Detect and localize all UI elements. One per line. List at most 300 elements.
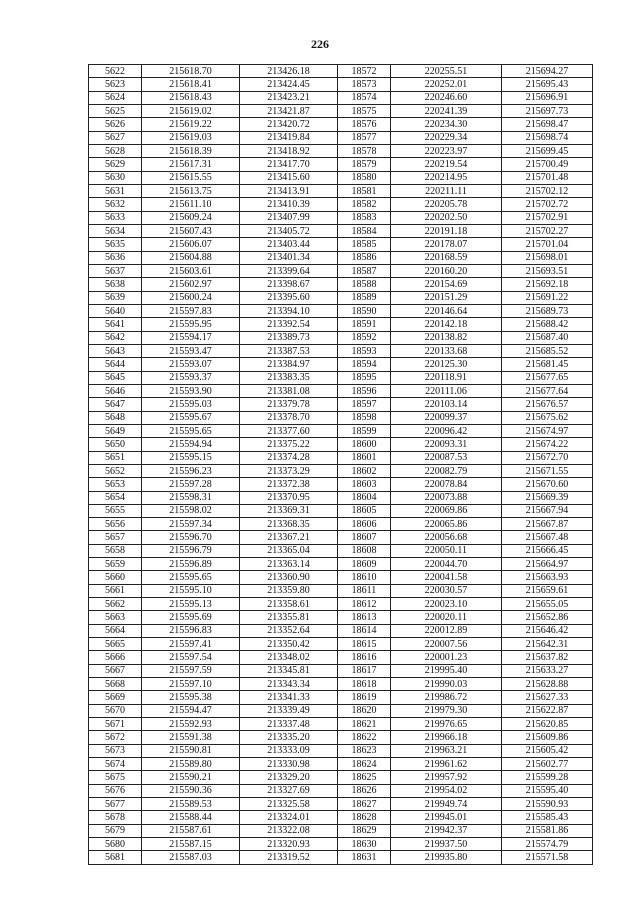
y-coordinate-left-cell: 213358.61 xyxy=(240,598,338,611)
point-number-left-cell: 5680 xyxy=(89,838,142,851)
point-number-right-cell: 18628 xyxy=(338,811,391,824)
y-coordinate-left-cell: 213365.04 xyxy=(240,544,338,557)
point-number-right-cell: 18591 xyxy=(338,318,391,331)
y-coordinate-left-cell: 213339.49 xyxy=(240,704,338,717)
x-coordinate-left-cell: 215587.61 xyxy=(142,824,240,837)
point-number-right-cell: 18626 xyxy=(338,784,391,797)
point-number-left-cell: 5681 xyxy=(89,851,142,864)
point-number-left-cell: 5669 xyxy=(89,691,142,704)
point-number-right-cell: 18575 xyxy=(338,104,391,117)
point-number-left-cell: 5657 xyxy=(89,531,142,544)
x-coordinate-right-cell: 219954.02 xyxy=(391,784,502,797)
table-row xyxy=(89,798,593,811)
y-coordinate-right-cell: 215599.28 xyxy=(502,771,593,784)
point-number-right-cell: 18613 xyxy=(338,611,391,624)
y-coordinate-right-cell: 215687.40 xyxy=(502,331,593,344)
y-coordinate-left-cell: 213410.39 xyxy=(240,198,338,211)
y-coordinate-right-cell: 215700.49 xyxy=(502,158,593,171)
y-coordinate-left-cell: 213384.97 xyxy=(240,358,338,371)
x-coordinate-right-cell: 220041.58 xyxy=(391,571,502,584)
point-number-left-cell: 5644 xyxy=(89,358,142,371)
x-coordinate-left-cell: 215618.43 xyxy=(142,91,240,104)
table-row xyxy=(89,504,593,517)
point-number-left-cell: 5625 xyxy=(89,104,142,117)
table-row xyxy=(89,451,593,464)
table-row xyxy=(89,838,593,851)
point-number-left-cell: 5661 xyxy=(89,584,142,597)
x-coordinate-left-cell: 215589.53 xyxy=(142,798,240,811)
point-number-right-cell: 18620 xyxy=(338,704,391,717)
point-number-right-cell: 18589 xyxy=(338,291,391,304)
point-number-right-cell: 18580 xyxy=(338,171,391,184)
x-coordinate-left-cell: 215593.37 xyxy=(142,371,240,384)
point-number-left-cell: 5660 xyxy=(89,571,142,584)
table-row xyxy=(89,478,593,491)
x-coordinate-left-cell: 215595.38 xyxy=(142,691,240,704)
y-coordinate-right-cell: 215674.22 xyxy=(502,438,593,451)
point-number-right-cell: 18630 xyxy=(338,838,391,851)
point-number-left-cell: 5674 xyxy=(89,758,142,771)
x-coordinate-left-cell: 215611.10 xyxy=(142,198,240,211)
y-coordinate-left-cell: 213423.21 xyxy=(240,91,338,104)
y-coordinate-right-cell: 215667.87 xyxy=(502,518,593,531)
table-row xyxy=(89,144,593,157)
x-coordinate-right-cell: 219937.50 xyxy=(391,838,502,851)
y-coordinate-left-cell: 213327.69 xyxy=(240,784,338,797)
point-number-right-cell: 18583 xyxy=(338,211,391,224)
point-number-right-cell: 18605 xyxy=(338,504,391,517)
table-row xyxy=(89,371,593,384)
y-coordinate-left-cell: 213324.01 xyxy=(240,811,338,824)
point-number-right-cell: 18621 xyxy=(338,718,391,731)
x-coordinate-left-cell: 215607.43 xyxy=(142,224,240,237)
x-coordinate-left-cell: 215594.17 xyxy=(142,331,240,344)
x-coordinate-left-cell: 215595.67 xyxy=(142,411,240,424)
x-coordinate-right-cell: 220154.69 xyxy=(391,278,502,291)
y-coordinate-right-cell: 215691.22 xyxy=(502,291,593,304)
x-coordinate-right-cell: 220202.50 xyxy=(391,211,502,224)
point-number-left-cell: 5670 xyxy=(89,704,142,717)
y-coordinate-left-cell: 213322.08 xyxy=(240,824,338,837)
x-coordinate-left-cell: 215595.69 xyxy=(142,611,240,624)
y-coordinate-left-cell: 213370.95 xyxy=(240,491,338,504)
x-coordinate-left-cell: 215596.23 xyxy=(142,464,240,477)
y-coordinate-right-cell: 215685.52 xyxy=(502,344,593,357)
y-coordinate-left-cell: 213375.22 xyxy=(240,438,338,451)
point-number-right-cell: 18617 xyxy=(338,664,391,677)
y-coordinate-right-cell: 215701.04 xyxy=(502,238,593,251)
y-coordinate-right-cell: 215595.40 xyxy=(502,784,593,797)
y-coordinate-left-cell: 213405.72 xyxy=(240,224,338,237)
point-number-right-cell: 18576 xyxy=(338,118,391,131)
point-number-right-cell: 18631 xyxy=(338,851,391,864)
y-coordinate-left-cell: 213352.64 xyxy=(240,624,338,637)
point-number-left-cell: 5634 xyxy=(89,224,142,237)
y-coordinate-left-cell: 213355.81 xyxy=(240,611,338,624)
y-coordinate-left-cell: 213403.44 xyxy=(240,238,338,251)
point-number-right-cell: 18577 xyxy=(338,131,391,144)
y-coordinate-left-cell: 213401.34 xyxy=(240,251,338,264)
y-coordinate-left-cell: 213420.72 xyxy=(240,118,338,131)
x-coordinate-right-cell: 220252.01 xyxy=(391,78,502,91)
x-coordinate-right-cell: 220133.68 xyxy=(391,344,502,357)
point-number-right-cell: 18579 xyxy=(338,158,391,171)
point-number-left-cell: 5667 xyxy=(89,664,142,677)
y-coordinate-right-cell: 215695.43 xyxy=(502,78,593,91)
x-coordinate-right-cell: 220241.39 xyxy=(391,104,502,117)
y-coordinate-left-cell: 213345.81 xyxy=(240,664,338,677)
y-coordinate-left-cell: 213337.48 xyxy=(240,718,338,731)
table-row xyxy=(89,784,593,797)
x-coordinate-left-cell: 215596.79 xyxy=(142,544,240,557)
y-coordinate-left-cell: 213417.70 xyxy=(240,158,338,171)
y-coordinate-right-cell: 215667.94 xyxy=(502,504,593,517)
y-coordinate-right-cell: 215620.85 xyxy=(502,718,593,731)
y-coordinate-right-cell: 215677.65 xyxy=(502,371,593,384)
x-coordinate-right-cell: 220082.79 xyxy=(391,464,502,477)
point-number-left-cell: 5635 xyxy=(89,238,142,251)
point-number-left-cell: 5627 xyxy=(89,131,142,144)
y-coordinate-left-cell: 213341.33 xyxy=(240,691,338,704)
point-number-left-cell: 5679 xyxy=(89,824,142,837)
y-coordinate-left-cell: 213421.87 xyxy=(240,104,338,117)
y-coordinate-right-cell: 215585.43 xyxy=(502,811,593,824)
y-coordinate-left-cell: 213392.54 xyxy=(240,318,338,331)
point-number-right-cell: 18573 xyxy=(338,78,391,91)
x-coordinate-left-cell: 215618.70 xyxy=(142,65,240,78)
point-number-left-cell: 5676 xyxy=(89,784,142,797)
x-coordinate-left-cell: 215594.94 xyxy=(142,438,240,451)
table-row xyxy=(89,158,593,171)
x-coordinate-right-cell: 219957.92 xyxy=(391,771,502,784)
x-coordinate-left-cell: 215600.24 xyxy=(142,291,240,304)
y-coordinate-left-cell: 213369.31 xyxy=(240,504,338,517)
x-coordinate-right-cell: 220023.10 xyxy=(391,598,502,611)
table-row xyxy=(89,558,593,571)
y-coordinate-right-cell: 215609.86 xyxy=(502,731,593,744)
table-row xyxy=(89,584,593,597)
point-number-right-cell: 18627 xyxy=(338,798,391,811)
table-row xyxy=(89,304,593,317)
point-number-left-cell: 5630 xyxy=(89,171,142,184)
point-number-right-cell: 18574 xyxy=(338,91,391,104)
table-row xyxy=(89,78,593,91)
table-row xyxy=(89,598,593,611)
y-coordinate-right-cell: 215669.39 xyxy=(502,491,593,504)
x-coordinate-right-cell: 220125.30 xyxy=(391,358,502,371)
x-coordinate-left-cell: 215618.39 xyxy=(142,144,240,157)
x-coordinate-left-cell: 215595.13 xyxy=(142,598,240,611)
table-row xyxy=(89,704,593,717)
point-number-right-cell: 18622 xyxy=(338,731,391,744)
point-number-left-cell: 5648 xyxy=(89,411,142,424)
x-coordinate-right-cell: 220103.14 xyxy=(391,398,502,411)
x-coordinate-right-cell: 219976.65 xyxy=(391,718,502,731)
y-coordinate-left-cell: 213359.80 xyxy=(240,584,338,597)
point-number-left-cell: 5651 xyxy=(89,451,142,464)
point-number-right-cell: 18584 xyxy=(338,224,391,237)
table-row xyxy=(89,171,593,184)
x-coordinate-right-cell: 219966.18 xyxy=(391,731,502,744)
x-coordinate-right-cell: 220151.29 xyxy=(391,291,502,304)
x-coordinate-right-cell: 220219.54 xyxy=(391,158,502,171)
point-number-left-cell: 5678 xyxy=(89,811,142,824)
point-number-left-cell: 5643 xyxy=(89,344,142,357)
x-coordinate-left-cell: 215619.03 xyxy=(142,131,240,144)
table-row xyxy=(89,358,593,371)
x-coordinate-left-cell: 215595.03 xyxy=(142,398,240,411)
table-row xyxy=(89,464,593,477)
y-coordinate-right-cell: 215702.91 xyxy=(502,211,593,224)
x-coordinate-right-cell: 219995.40 xyxy=(391,664,502,677)
x-coordinate-left-cell: 215590.36 xyxy=(142,784,240,797)
x-coordinate-left-cell: 215595.15 xyxy=(142,451,240,464)
point-number-right-cell: 18578 xyxy=(338,144,391,157)
y-coordinate-right-cell: 215627.33 xyxy=(502,691,593,704)
point-number-left-cell: 5658 xyxy=(89,544,142,557)
x-coordinate-left-cell: 215595.95 xyxy=(142,318,240,331)
x-coordinate-right-cell: 220087.53 xyxy=(391,451,502,464)
x-coordinate-left-cell: 215593.47 xyxy=(142,344,240,357)
x-coordinate-right-cell: 219949.74 xyxy=(391,798,502,811)
point-number-left-cell: 5636 xyxy=(89,251,142,264)
table-row xyxy=(89,811,593,824)
y-coordinate-left-cell: 213319.52 xyxy=(240,851,338,864)
y-coordinate-right-cell: 215702.27 xyxy=(502,224,593,237)
x-coordinate-left-cell: 215587.03 xyxy=(142,851,240,864)
y-coordinate-left-cell: 213374.28 xyxy=(240,451,338,464)
table-row xyxy=(89,398,593,411)
x-coordinate-left-cell: 215606.07 xyxy=(142,238,240,251)
page-number: 226 xyxy=(311,37,329,51)
point-number-right-cell: 18595 xyxy=(338,371,391,384)
point-number-right-cell: 18615 xyxy=(338,638,391,651)
table-row xyxy=(89,331,593,344)
x-coordinate-right-cell: 220146.64 xyxy=(391,304,502,317)
point-number-right-cell: 18623 xyxy=(338,744,391,757)
y-coordinate-left-cell: 213394.10 xyxy=(240,304,338,317)
point-number-right-cell: 18597 xyxy=(338,398,391,411)
y-coordinate-left-cell: 213373.29 xyxy=(240,464,338,477)
table-row xyxy=(89,651,593,664)
y-coordinate-right-cell: 215677.64 xyxy=(502,384,593,397)
x-coordinate-left-cell: 215617.31 xyxy=(142,158,240,171)
table-row xyxy=(89,611,593,624)
table-row xyxy=(89,65,593,78)
y-coordinate-right-cell: 215692.18 xyxy=(502,278,593,291)
x-coordinate-left-cell: 215598.31 xyxy=(142,491,240,504)
table-row xyxy=(89,198,593,211)
point-number-left-cell: 5677 xyxy=(89,798,142,811)
x-coordinate-left-cell: 215596.83 xyxy=(142,624,240,637)
x-coordinate-left-cell: 215609.24 xyxy=(142,211,240,224)
x-coordinate-right-cell: 220065.86 xyxy=(391,518,502,531)
y-coordinate-right-cell: 215672.70 xyxy=(502,451,593,464)
point-number-left-cell: 5629 xyxy=(89,158,142,171)
y-coordinate-right-cell: 215688.42 xyxy=(502,318,593,331)
y-coordinate-right-cell: 215671.55 xyxy=(502,464,593,477)
x-coordinate-right-cell: 220229.34 xyxy=(391,131,502,144)
x-coordinate-right-cell: 220012.89 xyxy=(391,624,502,637)
point-number-right-cell: 18603 xyxy=(338,478,391,491)
table-row xyxy=(89,624,593,637)
x-coordinate-left-cell: 215590.81 xyxy=(142,744,240,757)
x-coordinate-right-cell: 220205.78 xyxy=(391,198,502,211)
y-coordinate-right-cell: 215659.61 xyxy=(502,584,593,597)
y-coordinate-left-cell: 213418.92 xyxy=(240,144,338,157)
y-coordinate-left-cell: 213407.99 xyxy=(240,211,338,224)
point-number-right-cell: 18611 xyxy=(338,584,391,597)
point-number-right-cell: 18625 xyxy=(338,771,391,784)
y-coordinate-right-cell: 215605.42 xyxy=(502,744,593,757)
x-coordinate-left-cell: 215591.38 xyxy=(142,731,240,744)
table-row xyxy=(89,104,593,117)
y-coordinate-left-cell: 213348.02 xyxy=(240,651,338,664)
y-coordinate-left-cell: 213377.60 xyxy=(240,424,338,437)
y-coordinate-right-cell: 215667.48 xyxy=(502,531,593,544)
point-number-left-cell: 5622 xyxy=(89,65,142,78)
point-number-left-cell: 5646 xyxy=(89,384,142,397)
y-coordinate-right-cell: 215622.87 xyxy=(502,704,593,717)
point-number-left-cell: 5641 xyxy=(89,318,142,331)
table-row xyxy=(89,851,593,864)
table-row xyxy=(89,438,593,451)
x-coordinate-right-cell: 219979.30 xyxy=(391,704,502,717)
table-row xyxy=(89,518,593,531)
y-coordinate-left-cell: 213381.08 xyxy=(240,384,338,397)
y-coordinate-right-cell: 215701.48 xyxy=(502,171,593,184)
x-coordinate-left-cell: 215597.10 xyxy=(142,678,240,691)
x-coordinate-right-cell: 220069.86 xyxy=(391,504,502,517)
x-coordinate-right-cell: 220246.60 xyxy=(391,91,502,104)
point-number-right-cell: 18608 xyxy=(338,544,391,557)
y-coordinate-left-cell: 213320.93 xyxy=(240,838,338,851)
y-coordinate-right-cell: 215571.58 xyxy=(502,851,593,864)
x-coordinate-right-cell: 219942.37 xyxy=(391,824,502,837)
x-coordinate-left-cell: 215594.47 xyxy=(142,704,240,717)
x-coordinate-right-cell: 219986.72 xyxy=(391,691,502,704)
table-row xyxy=(89,718,593,731)
point-number-right-cell: 18624 xyxy=(338,758,391,771)
y-coordinate-right-cell: 215633.27 xyxy=(502,664,593,677)
x-coordinate-right-cell: 220255.51 xyxy=(391,65,502,78)
y-coordinate-right-cell: 215694.27 xyxy=(502,65,593,78)
table-row xyxy=(89,691,593,704)
y-coordinate-right-cell: 215664.97 xyxy=(502,558,593,571)
point-number-left-cell: 5650 xyxy=(89,438,142,451)
y-coordinate-left-cell: 213387.53 xyxy=(240,344,338,357)
y-coordinate-left-cell: 213399.64 xyxy=(240,264,338,277)
table-row xyxy=(89,731,593,744)
x-coordinate-left-cell: 215613.75 xyxy=(142,184,240,197)
table-row xyxy=(89,824,593,837)
x-coordinate-right-cell: 220007.56 xyxy=(391,638,502,651)
y-coordinate-left-cell: 213419.84 xyxy=(240,131,338,144)
x-coordinate-left-cell: 215588.44 xyxy=(142,811,240,824)
y-coordinate-right-cell: 215602.77 xyxy=(502,758,593,771)
point-number-left-cell: 5656 xyxy=(89,518,142,531)
y-coordinate-left-cell: 213413.91 xyxy=(240,184,338,197)
x-coordinate-left-cell: 215618.41 xyxy=(142,78,240,91)
table-row xyxy=(89,344,593,357)
x-coordinate-left-cell: 215597.54 xyxy=(142,651,240,664)
point-number-left-cell: 5668 xyxy=(89,678,142,691)
x-coordinate-right-cell: 220234.30 xyxy=(391,118,502,131)
table-row xyxy=(89,318,593,331)
x-coordinate-left-cell: 215597.83 xyxy=(142,304,240,317)
y-coordinate-right-cell: 215574.79 xyxy=(502,838,593,851)
table-row xyxy=(89,131,593,144)
point-number-left-cell: 5666 xyxy=(89,651,142,664)
x-coordinate-left-cell: 215590.21 xyxy=(142,771,240,784)
x-coordinate-right-cell: 220093.31 xyxy=(391,438,502,451)
table-row xyxy=(89,278,593,291)
point-number-left-cell: 5665 xyxy=(89,638,142,651)
table-row xyxy=(89,424,593,437)
point-number-left-cell: 5653 xyxy=(89,478,142,491)
y-coordinate-left-cell: 213325.58 xyxy=(240,798,338,811)
y-coordinate-right-cell: 215698.47 xyxy=(502,118,593,131)
table-row xyxy=(89,491,593,504)
y-coordinate-right-cell: 215693.51 xyxy=(502,264,593,277)
point-number-right-cell: 18629 xyxy=(338,824,391,837)
point-number-left-cell: 5639 xyxy=(89,291,142,304)
point-number-left-cell: 5672 xyxy=(89,731,142,744)
x-coordinate-left-cell: 215589.80 xyxy=(142,758,240,771)
point-number-right-cell: 18604 xyxy=(338,491,391,504)
table-row xyxy=(89,531,593,544)
y-coordinate-right-cell: 215663.93 xyxy=(502,571,593,584)
table-row xyxy=(89,544,593,557)
point-number-left-cell: 5675 xyxy=(89,771,142,784)
y-coordinate-right-cell: 215697.73 xyxy=(502,104,593,117)
x-coordinate-right-cell: 220168.59 xyxy=(391,251,502,264)
point-number-left-cell: 5632 xyxy=(89,198,142,211)
x-coordinate-left-cell: 215604.88 xyxy=(142,251,240,264)
y-coordinate-right-cell: 215675.62 xyxy=(502,411,593,424)
x-coordinate-right-cell: 220096.42 xyxy=(391,424,502,437)
point-number-right-cell: 18596 xyxy=(338,384,391,397)
table-row xyxy=(89,411,593,424)
point-number-right-cell: 18572 xyxy=(338,65,391,78)
y-coordinate-right-cell: 215670.60 xyxy=(502,478,593,491)
x-coordinate-right-cell: 220020.11 xyxy=(391,611,502,624)
y-coordinate-right-cell: 215681.45 xyxy=(502,358,593,371)
point-number-left-cell: 5637 xyxy=(89,264,142,277)
point-number-left-cell: 5640 xyxy=(89,304,142,317)
point-number-left-cell: 5655 xyxy=(89,504,142,517)
y-coordinate-right-cell: 215628.88 xyxy=(502,678,593,691)
y-coordinate-right-cell: 215702.12 xyxy=(502,184,593,197)
y-coordinate-right-cell: 215698.01 xyxy=(502,251,593,264)
x-coordinate-left-cell: 215595.10 xyxy=(142,584,240,597)
y-coordinate-left-cell: 213343.34 xyxy=(240,678,338,691)
y-coordinate-right-cell: 215581.86 xyxy=(502,824,593,837)
x-coordinate-left-cell: 215602.97 xyxy=(142,278,240,291)
x-coordinate-left-cell: 215595.65 xyxy=(142,571,240,584)
table-row xyxy=(89,211,593,224)
point-number-left-cell: 5624 xyxy=(89,91,142,104)
point-number-left-cell: 5671 xyxy=(89,718,142,731)
x-coordinate-right-cell: 219935.80 xyxy=(391,851,502,864)
point-number-right-cell: 18599 xyxy=(338,424,391,437)
y-coordinate-right-cell: 215642.31 xyxy=(502,638,593,651)
x-coordinate-left-cell: 215598.02 xyxy=(142,504,240,517)
y-coordinate-right-cell: 215646.42 xyxy=(502,624,593,637)
x-coordinate-right-cell: 220056.68 xyxy=(391,531,502,544)
x-coordinate-right-cell: 220191.18 xyxy=(391,224,502,237)
y-coordinate-left-cell: 213363.14 xyxy=(240,558,338,571)
